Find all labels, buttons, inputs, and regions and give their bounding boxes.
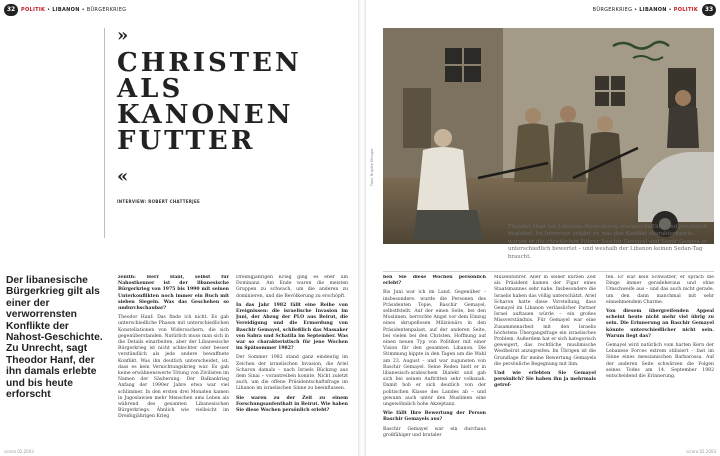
question: Wie fällt Ihre Bewertung der Person Baschir Gemayels aus? — [383, 411, 486, 423]
quote-open: » — [117, 25, 129, 46]
left-column-2 — [236, 275, 348, 447]
question: Von diesem übergreifenden Appeal scheint heute nicht mehr viel übrig zu sein. Die Erinnerung an Baschir Gemayel könnte unterschiedlicher nicht sein. Warum liegt das? — [606, 309, 714, 339]
spine-gutter — [358, 0, 366, 456]
running-head-right: BÜRGERKRIEG • LIBANON • POLITIK — [592, 7, 698, 13]
answer: Der Sommer 1982 stand ganz eindeutig im Zeichen der israelischen Invasion, die Ariel Scharon damals – nach Israels Rückzug aus dem Sinai – vorantreiben konnte. Nicht zuletzt auch, um die offene Präsidentschaftsfrage im Libanon im israelischen Sinne zu beeinflussen. — [236, 355, 348, 392]
left-column-1 — [118, 275, 229, 447]
headline-line: FUTTER — [117, 126, 256, 156]
answer: Milizenführer. Aber in seiner kurzen Zeit als Präsident kamen der Figur eines Staatsmannes sehr nahe. Insbesondere die Israelis haben das völlig unterschätzt. Ariel Scharon hatte diese Vorstellung, dass Gemayel im Libanon verlässlicher Partner Israel auftauen würde – ein großes Missverständnis. Für Gemayel war eine Zusammenarbeit mit den Israelis höchstens Übergangsfrage ein israelisches Problem. Außerdem hat er sich kategorisch geweigert, das rechtliche muslimische Westbeirut anzugreifen. Im Übrigen ist die Grundlage für meine Bewertung Gemayels die persönliche Begegnung mit ihm. — [494, 275, 596, 367]
running-head-topic: BÜRGERKRIEG — [86, 7, 127, 13]
answer: Baschir Gemayel war ein durchaus großfähiger und brutaler — [383, 426, 486, 438]
headline — [117, 50, 347, 154]
page-number-left: 32 — [4, 4, 18, 16]
lead-paragraph: Der libanesische Bürgerkrieg gilt als einer der verworrensten Konflikte der Nahost-Geschichte. Zu Unrecht, sagt Theodor Hanf, der ihn damals erlebte und bis heute erforscht — [6, 275, 103, 401]
answer: Dreißigjährigen Krieg ging es eher um Dominanz. Am Ende waren die meisten Gruppen zu schwach, um die anderen zu dominieren, und die Bevölkerung zu erschöpft. — [236, 275, 348, 299]
headline-line: ALS — [117, 74, 184, 104]
running-head-section: POLITIK — [673, 7, 698, 13]
headline-line: CHRISTEN — [117, 48, 302, 78]
footer-left: cicero 02.2003 — [4, 449, 34, 454]
running-head-left: POLITIK • LIBANON • BÜRGERKRIEG — [21, 7, 127, 13]
answer: Bis Juni war ich im Land. Gegenüber – insbesondere, wurde die Personen des Präsidenten Topie, Baschir Gemayel, selbstfstellt. Auf der einen Seite, bei den Muslimen, herrschte Angst vor dem Einzug eines skrupellosen Milizionärs in den Präsidentenpalast, auf der anderen Seite, bei vielen bei den Christen, Hoffnung auf einen neuen Typ von Politiker mit einer Vision für den gesamten Libanon. Die Stimmung kippte in den Tagen um die Wahl am 23. August – und war zugunsten von Baschir Gemayel. Seine Reden hielt er in libanesisch-arabischem Dialekt und gab sich bei seinen Auftritten sehr volksnah. Damit hob er sich deutlich von der politischen Klasse des Landes ab – und gewann auch unter den Muslimen eine ungewöhnlich hohe Akzeptanz. — [383, 290, 486, 408]
headline-line: KANONEN — [117, 100, 294, 130]
answer: Gemayel wird natürlich vom harten Kern der Lebanese Forces extrem stilisiert – fast im Sinne eines messianischen Barbarossa. Auf der anderen Seite schwärzen die Folgen seines Todes am 14. September 1982 entscheidend die Erinnerung. — [606, 343, 714, 380]
question: In das Jahr 1982 fällt eine Reihe von Ereignissen: die israelische Invasion im Juni, der Abzug der PLO aus Beirut, die Vereidigung und die Ermordung von Baschir Gemayel, schließlich das Massaker von Sabra und Schatila im September. Was war so charakteristisch für jene Wochen im Spätsommer 1982? — [236, 302, 348, 352]
running-head-country: LIBANON — [52, 7, 80, 13]
page-number-right: 33 — [702, 4, 716, 16]
photo-credit: Foto: Brigitte Ettinger — [370, 148, 374, 186]
running-head-country: LIBANON — [639, 7, 667, 13]
byline: INTERVIEW: ROBERT CHATTERJEE — [117, 199, 201, 204]
question: zenith: Herr Hanf, selbst für Nahostkenner ist der libanesische Bürgerkrieg von 1975 bis 1990 mit seinen Unterkonflikten noch immer ein Buch mit sieben Siegeln. Was das Geschehen so undurchschaubar? — [118, 275, 229, 312]
right-column-3 — [606, 275, 714, 447]
headline-rule — [104, 28, 105, 238]
question: Sie waren zu der Zeit zu einem Forschungsaufenthalt in Beirut. Wie haben Sie diese Wochen persönlich erlebt? — [236, 395, 348, 414]
right-column-2 — [494, 275, 596, 447]
question: ben Sie diese Wochen persönlich erlebt? — [383, 275, 486, 287]
militia-group-photo — [383, 28, 714, 244]
photo-illustration — [383, 28, 714, 244]
answer: fen. Er war kein Schwätzer, er sprach die Dinge immer geradeheraus und ohne Umschweife aus – und das auch nicht gerade, um den dann manchmal mit sehr einnehmendem Charme. — [606, 275, 714, 305]
quote-close: « — [117, 166, 129, 187]
running-head-section: POLITIK — [21, 7, 46, 13]
running-head-topic: BÜRGERKRIEG — [592, 7, 633, 13]
footer-right: cicero 02.2003 — [686, 449, 716, 454]
caption-divider — [383, 271, 714, 272]
question: Und wie erlebten Sie Gemayel persönlich? Sie haben ihn ja mehrmals getrof- — [494, 371, 596, 389]
photo-caption: Theodor Hanf hat Libanons Bürgerkrieg wissenschaftlich und persönlich begleitet. Im Interview erklärt er, was den Konflikt charakterisierte, warum er die christlichen Führer Baschir Gemayel und Samir Geagea so unterschiedlich bewertet – und weshalb der Libanon keinen Sedan-Tag braucht. — [508, 224, 708, 260]
right-column-1 — [383, 275, 486, 447]
answer: Theodor Hanf: Das finde ich nicht. Es gab unterschiedliche Phasen mit unterschiedlichen Konstellationen von Widersachern, die sich gegenüberstanden. Natürlich muss man sich in die Details einarbeiten, aber der Libanesische Bürgerkrieg ist nicht schlechter oder besser verständlich als jede andere bewaffnete Konflikt. Was ihn deutlich unterscheidet, ist, dass es kein Vernichtungskrieg war. Es gab keine erwähnenswerte Tötung von Zivilisten im Namen der Säuberung. Der Balkankrieg Anfang der 1990er Jahre etwa war viel schlimmer. In den ersten drei Monaten kamen in Jugoslawien mehr Menschen ums Leben als während des gesamten Libanesischen Bürgerkriegs. Ähnlich wie vielleicht im Dreißigjährigen Krieg — [118, 315, 229, 420]
